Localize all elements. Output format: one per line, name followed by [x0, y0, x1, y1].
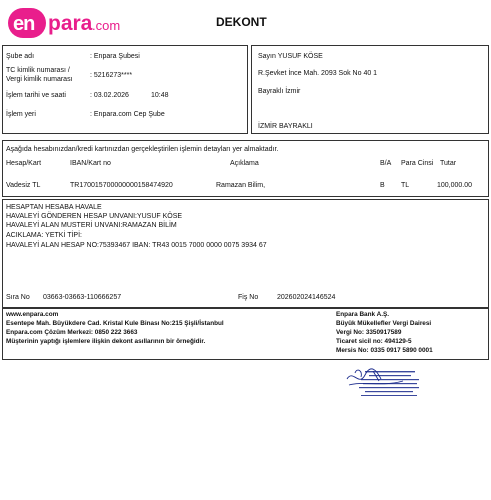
recipient-address-line1: R.Şevket İnce Mah. 2093 Sok No 40 1	[258, 70, 378, 77]
row-amount: 100,000.00	[437, 182, 473, 189]
footer-tax-office: Büyük Mükellefler Vergi Dairesi	[336, 320, 432, 327]
details-line: ACIKLAMA: YETKİ TİPİ:	[6, 232, 82, 239]
enpara-logo	[8, 8, 146, 40]
document-title: DEKONT	[216, 15, 267, 29]
transactions-intro: Aşağıda hesabınızdan/kredi kartınızdan gerçekleştirilen işlemin detayları yer almaktadır.	[6, 146, 279, 153]
logo-com-text: .com	[92, 18, 121, 33]
place-label: İşlem yeri	[6, 111, 36, 118]
details-line: HAVALEYİ GÖNDEREN HESAP UNVANI:YUSUF KÖSE	[6, 213, 183, 220]
row-description: Ramazan Bilim,	[216, 182, 266, 189]
header-amount: Tutar	[440, 160, 457, 167]
tc-value: : 5216273****	[90, 72, 133, 79]
sira-label: Sıra No	[6, 294, 30, 301]
details-line: HESAPTAN HESABA HAVALE	[6, 204, 102, 211]
tc-label-line2: Vergi kimlik numarası	[6, 76, 73, 83]
bank-stamp-signature	[343, 365, 439, 405]
footer-website: www.enpara.com	[6, 311, 59, 318]
date-label: İşlem tarihi ve saati	[6, 92, 66, 99]
recipient-city: İZMİR BAYRAKLI	[258, 123, 313, 130]
fis-value: 202602024146524	[277, 294, 336, 301]
sube-label: Şube adı	[6, 53, 35, 60]
sira-value: 03663-03663-110666257	[43, 294, 122, 301]
logo-para-text: para	[48, 12, 93, 35]
header-description: Açıklama	[230, 160, 259, 167]
footer-trade-registry: Ticaret sicil no: 494129-5	[336, 338, 412, 345]
row-currency: TL	[401, 182, 410, 189]
recipient-name: Sayın YUSUF KÖSE	[258, 53, 323, 60]
footer-address: Esentepe Mah. Büyükdere Cad. Kristal Kule Binası No:215 Şişli/İstanbul	[6, 320, 224, 327]
footer-note: Müşterinin yaptığı işlemlere ilişkin dekont asıllarının bir örneğidir.	[6, 338, 206, 345]
header-iban: IBAN/Kart no	[70, 160, 111, 167]
recipient-address-line2: Bayraklı İzmir	[258, 88, 301, 95]
footer-mersis: Mersis No: 0335 0917 5890 0001	[336, 347, 433, 354]
header-currency: Para Cinsi	[401, 160, 434, 167]
footer-bank-name: Enpara Bank A.Ş.	[336, 311, 390, 318]
footer-support-phone: Enpara.com Çözüm Merkezi: 0850 222 3663	[6, 329, 138, 336]
fis-label: Fiş No	[238, 294, 259, 301]
tc-label-line1: TC kimlik numarası /	[6, 67, 70, 74]
details-line: HAVALEYİ ALAN MUSTERİ UNVANI:RAMAZAN BİLİM	[6, 222, 177, 229]
row-ba: B	[380, 182, 385, 189]
header-ba: B/A	[380, 160, 392, 167]
time-value: 10:48	[151, 92, 169, 99]
date-value: : 03.02.2026	[90, 92, 129, 99]
place-value: : Enpara.com Cep Şube	[90, 111, 165, 118]
row-iban: TR170015700000000158474920	[70, 182, 173, 189]
row-account: Vadesiz TL	[6, 182, 41, 189]
footer-tax-no: Vergi No: 3350917589	[336, 329, 402, 336]
logo-en-text: en	[13, 13, 35, 35]
sube-value: : Enpara Şubesi	[90, 53, 140, 60]
details-line: HAVALEYİ ALAN HESAP NO:75393467 IBAN: TR43 0015 7000 0000 0075 3934 67	[6, 242, 267, 249]
header-account: Hesap/Kart	[6, 160, 42, 167]
stamp-icon	[343, 365, 439, 405]
